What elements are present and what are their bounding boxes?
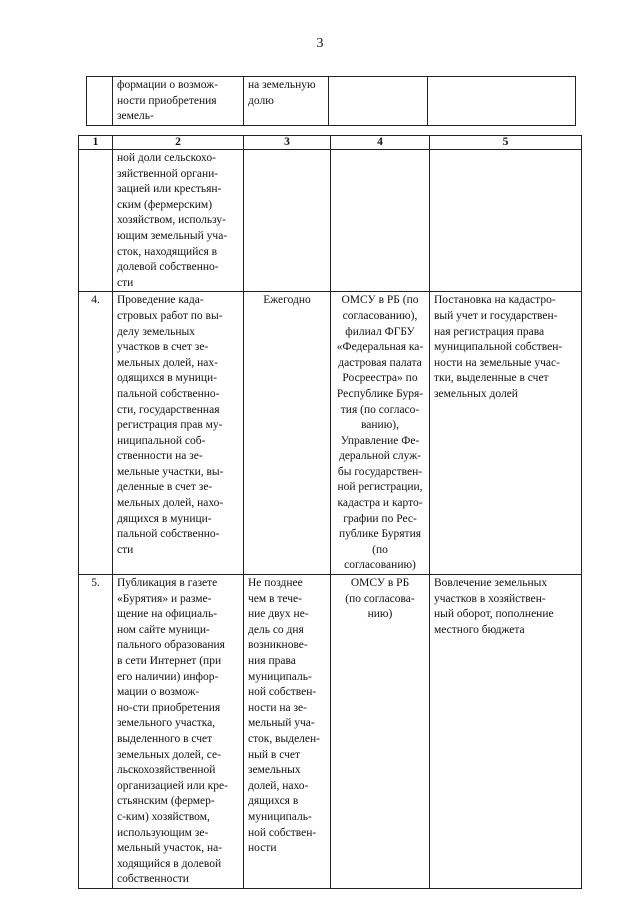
term-cell bbox=[244, 150, 331, 292]
result-cell bbox=[430, 150, 582, 292]
executors-cell: ОМСУ в РБ (по согласованию), филиал ФГБУ «Федеральная ка- дастровая палата Росреестра» по Республике Буря- тия (по согласо- ванию), Управление Фе- деральной служ- бы государствен- ной регистрации, кадастра и карто- графии по Рес- публике Бурятия (по согласованию) bbox=[331, 292, 430, 575]
result-cell: Вовлечение земельных участков в хозяйствен- ный оборот, пополнение местного бюджета bbox=[430, 575, 582, 889]
fragment-row bbox=[87, 77, 576, 126]
fragment-cell-5 bbox=[428, 77, 576, 126]
row-number: 4. bbox=[79, 292, 113, 575]
term-cell: Не позднее чем в тече- ние двух не- дель со дня возникнове- ния права муниципаль- ной собствен- ности на зе- мельный уча- сток, выделен- ный в счет земельных долей, нахо- дящихся в муниципаль- ной собствен- ности bbox=[244, 575, 331, 889]
fragment-cell-4 bbox=[329, 77, 428, 126]
column-number-2: 2 bbox=[113, 136, 244, 150]
column-number-3: 3 bbox=[244, 136, 331, 150]
table-row bbox=[79, 575, 582, 889]
column-number-1: 1 bbox=[79, 136, 113, 150]
row-number: 5. bbox=[79, 575, 113, 889]
action-cell: Проведение када- стровых работ по вы- делу земельных участков в счет зе- мельных долей, нах- одящихся в муници- пальной собственно- сти, государственная регистрация прав му- ниципальной соб- ственности на зе- мельные участки, вы- деленные в счет зе- мельных долей, нахо- дящихся в муници- пальной собственно- сти bbox=[113, 292, 244, 575]
column-number-5: 5 bbox=[430, 136, 582, 150]
action-cell: Публикация в газете «Бурятия» и разме- щение на официаль- ном сайте муници- пального образования в сети Интернет (при его наличии) инфор- мации о возмож- но-сти приобретения земельного участка, выделенного в счет земельных долей, се- льскохозяйственной организацией или кре- стьянским (фермер- с-ким) хозяйством, использующим зе- мельный участок, на- ходящийся в долевой собственности bbox=[113, 575, 244, 889]
previous-page-fragment-table bbox=[86, 76, 576, 126]
term-cell: Ежегодно bbox=[244, 292, 331, 575]
table-row bbox=[79, 150, 582, 292]
fragment-cell-2: формации о возмож- ности приобретения земель- bbox=[113, 77, 244, 126]
executors-cell: ОМСУ в РБ (по согласова- нию) bbox=[331, 575, 430, 889]
row-number bbox=[79, 150, 113, 292]
page-number: 3 bbox=[316, 36, 324, 51]
result-cell: Постановка на кадастро- вый учет и государствен- ная регистрация права муниципальной собствен- ности на земельные учас- тки, выделенные в счет земельных долей bbox=[430, 292, 582, 575]
column-number-row bbox=[79, 136, 582, 150]
table-row bbox=[79, 292, 582, 575]
action-plan-table bbox=[78, 135, 582, 889]
column-number-4: 4 bbox=[331, 136, 430, 150]
fragment-cell-1 bbox=[87, 77, 113, 126]
fragment-cell-3: на земельную долю bbox=[244, 77, 329, 126]
action-cell: ной доли сельскохо- зяйственной органи- зацией или крестьян- ским (фермерским) хозяйством, использу- ющим земельный уча- сток, находящийся в долевой собственно- сти bbox=[113, 150, 244, 292]
executors-cell bbox=[331, 150, 430, 292]
